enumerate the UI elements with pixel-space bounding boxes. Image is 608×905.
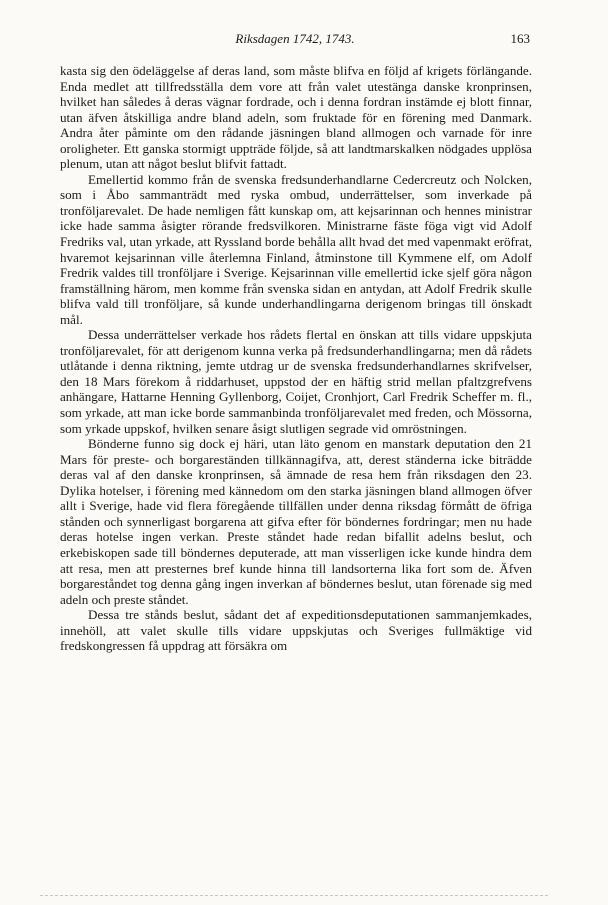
page-edge-rule [40, 895, 548, 896]
running-title: Riksdagen 1742, 1743. [235, 31, 355, 46]
paragraph-continued: kasta sig den ödeläggelse af deras land, som måste blifva en följd af krigets förlängande. Enda medlet att tillfredsställa dem vore att från valet utestänga danske kronprinsen, hvilket han således å deras vägnar fordrade, och i denna fordran instämde ej blott finnar, utan äfven åtskilliga andre bland adeln, som fruktade för en förening med Danmark. Andra åter påminte om den rådande jäsningen bland allmogen och varnade för inre oroligheter. Ett ganska stormigt uppträde följde, så att landtmarskalken nödgades upplösa plenum, utan att något beslut blifvit fattadt. [60, 63, 532, 172]
page-body [60, 63, 532, 654]
page-header [60, 31, 530, 51]
paragraph: Bönderne funno sig dock ej häri, utan läto genom en manstark deputation den 21 Mars för preste- och borgareständen tillkännagifva, att, derest ständerna icke biträdde deras val af den danske kronprinsen, så ämnade de resa hem från riksdagen den 23. Dylika hotelser, i förening med kännedom om den starka jäsningen bland allmogen öfver allt i Sverige, hade vid flera föregående tillfällen under denna riksdag förmått de öfriga stånden och synnerligast borgarena att gifva efter för böndernes fordringar; men nu hade deras hotelse ingen verkan. Preste ståndet hade redan bifallit adelns beslut, och erkebiskopen sade till böndernes deputerade, att man visserligen icke kunde hindra dem att resa, men att presternes bref kunde hinna till landsorterna lika fort som de. Äfven borgareståndet tog denna gång ingen inverkan af böndernes beslut, utan förenade sig med adeln och preste ståndet. [60, 436, 532, 607]
paragraph: Dessa tre stånds beslut, sådant det af expeditionsdeputationen sammanjemkades, innehöll, att valet skulle tills vidare uppskjutas och Sveriges fullmäktige vid fredskongressen få uppdrag att försäkra om [60, 607, 532, 654]
paragraph: Emellertid kommo från de svenska fredsunderhandlarne Cedercreutz och Nolcken, som i Åbo sammanträdt med ryska ombud, underrättelser, som inverkade på tronföljarevalet. De hade nemligen fått kunskap om, att kejsarinnan och hennes ministrar icke hade samma åsigter rörande fredsvilkoren. Ministrarne fäste föga vigt vid Adolf Fredriks val, utan yrkade, att Ryssland borde behålla allt hvad det med vapenmakt eröfrat, hvaremot kejsarinnan ville återlemna Finland, åtminstone till Kymmene elf, om Adolf Fredrik valdes till tronföljare i Sverige. Kejsarinnan ville emellertid icke sjelf göra någon framställning härom, men komme från svenska sidan en antydan, att Adolf Fredrik skulle blifva vald till tronföljare, så kunde underhandlingarna derigenom bringas till önskadt mål. [60, 171, 532, 327]
page-number: 163 [510, 31, 530, 46]
paragraph: Dessa underrättelser verkade hos rådets flertal en önskan att tills vidare uppskjuta tronföljarevalet, för att derigenom kunna verka på fredsunderhandlingarna; men då rådets utlåtande i denna riktning, jemte utdrag ur de svenska fredsunderhandlarnes skrifvelser, den 18 Mars förekom å riddarhuset, uppstod der en häftig strid mellan pfaltzgrefvens anhängare, Hattarne Henning Gyllenborg, Coijet, Cronhjort, Carl Fredrik Scheffer m. fl., som yrkade, att man icke borde sammanbinda tronföljarevalet med freden, och Mössorna, som yrkade uppskof, hvilken senare åsigt slutligen segrade vid omröstningen. [60, 327, 532, 436]
